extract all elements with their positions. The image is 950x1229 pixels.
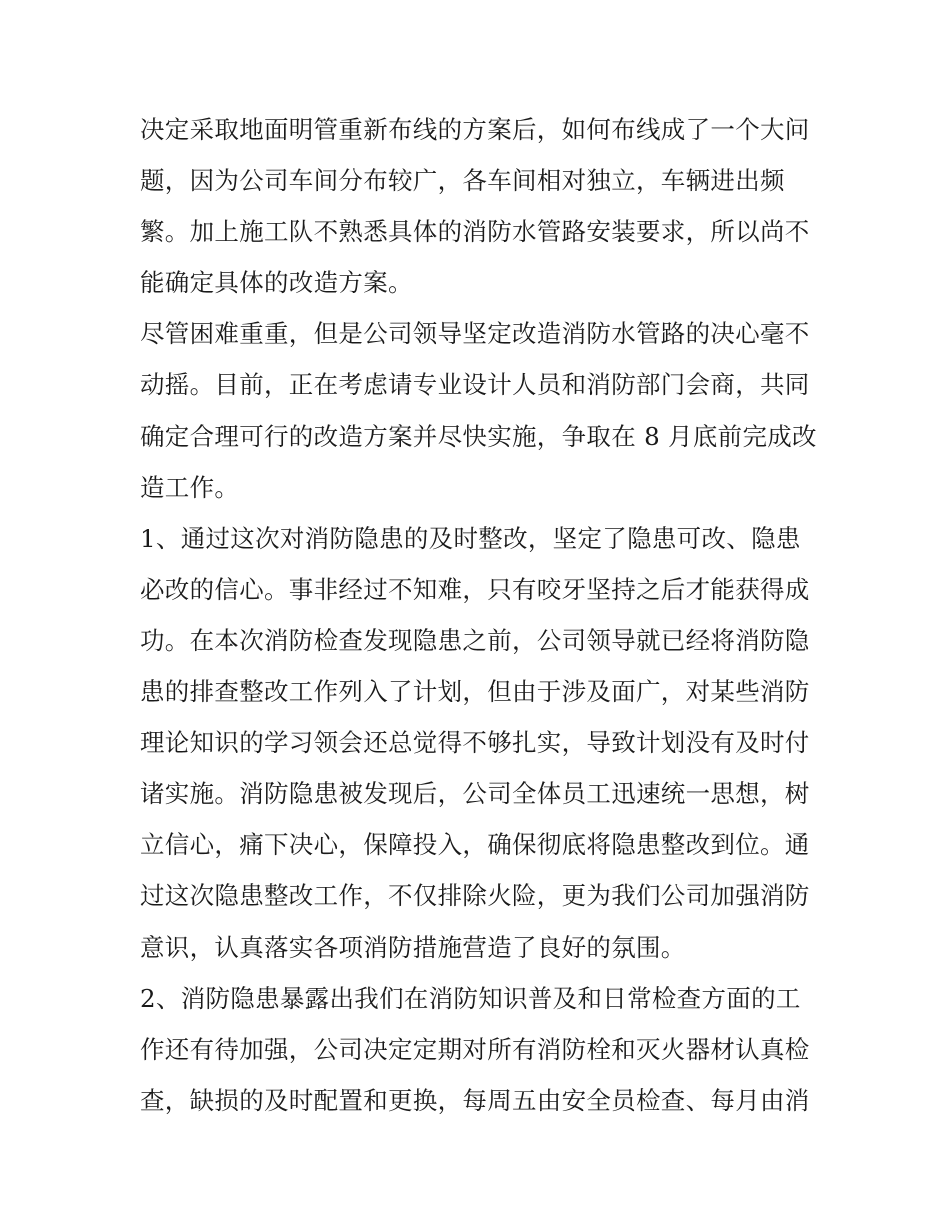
- text-line: 2、消防隐患暴露出我们在消防知识普及和日常检查方面的工: [140, 983, 801, 1013]
- text-line: 动摇。目前，正在考虑请专业设计人员和消防部门会商，共同: [140, 370, 810, 400]
- text-line: 必改的信心。事非经过不知难，只有咬牙坚持之后才能获得成: [140, 574, 810, 604]
- text-line: 繁。加上施工队不熟悉具体的消防水管路安装要求，所以尚不: [140, 217, 810, 247]
- text-line: 尽管困难重重，但是公司领导坚定改造消防水管路的决心毫不: [140, 319, 810, 349]
- text-line: 能确定具体的改造方案。: [140, 268, 413, 298]
- text-line: 功。在本次消防检查发现隐患之前，公司领导就已经将消防隐: [140, 625, 810, 655]
- paragraph-1: [140, 104, 816, 308]
- text-line: 查，缺损的及时配置和更换，每周五由安全员检查、每月由消: [140, 1085, 810, 1115]
- text-line: 意识，认真落实各项消防措施营造了良好的氛围。: [140, 932, 686, 962]
- paragraph-2: [140, 308, 816, 512]
- text-line: 诸实施。消防隐患被发现后，公司全体员工迅速统一思想，树: [140, 779, 810, 809]
- text-line: 造工作。: [140, 472, 240, 502]
- text-line: 1、通过这次对消防隐患的及时整改，坚定了隐患可改、隐患: [140, 523, 801, 553]
- text-line: 确定合理可行的改造方案并尽快实施，争取在 8 月底前完成改: [140, 421, 817, 451]
- paragraph-4: [140, 973, 816, 1126]
- text-line: 立信心，痛下决心，保障投入，确保彻底将隐患整改到位。通: [140, 830, 810, 860]
- text-line: 理论知识的学习领会还总觉得不够扎实，导致计划没有及时付: [140, 728, 810, 758]
- text-line: 作还有待加强，公司决定定期对所有消防栓和灭火器材认真检: [140, 1034, 810, 1064]
- paragraph-3: [140, 513, 816, 973]
- text-line: 题，因为公司车间分布较广，各车间相对独立，车辆进出频: [140, 166, 785, 196]
- text-line: 过这次隐患整改工作，不仅排除火险，更为我们公司加强消防: [140, 881, 810, 911]
- document-body: [140, 104, 816, 1126]
- text-line: 患的排查整改工作列入了计划，但由于涉及面广，对某些消防: [140, 677, 810, 707]
- text-line: 决定采取地面明管重新布线的方案后，如何布线成了一个大问: [140, 115, 810, 144]
